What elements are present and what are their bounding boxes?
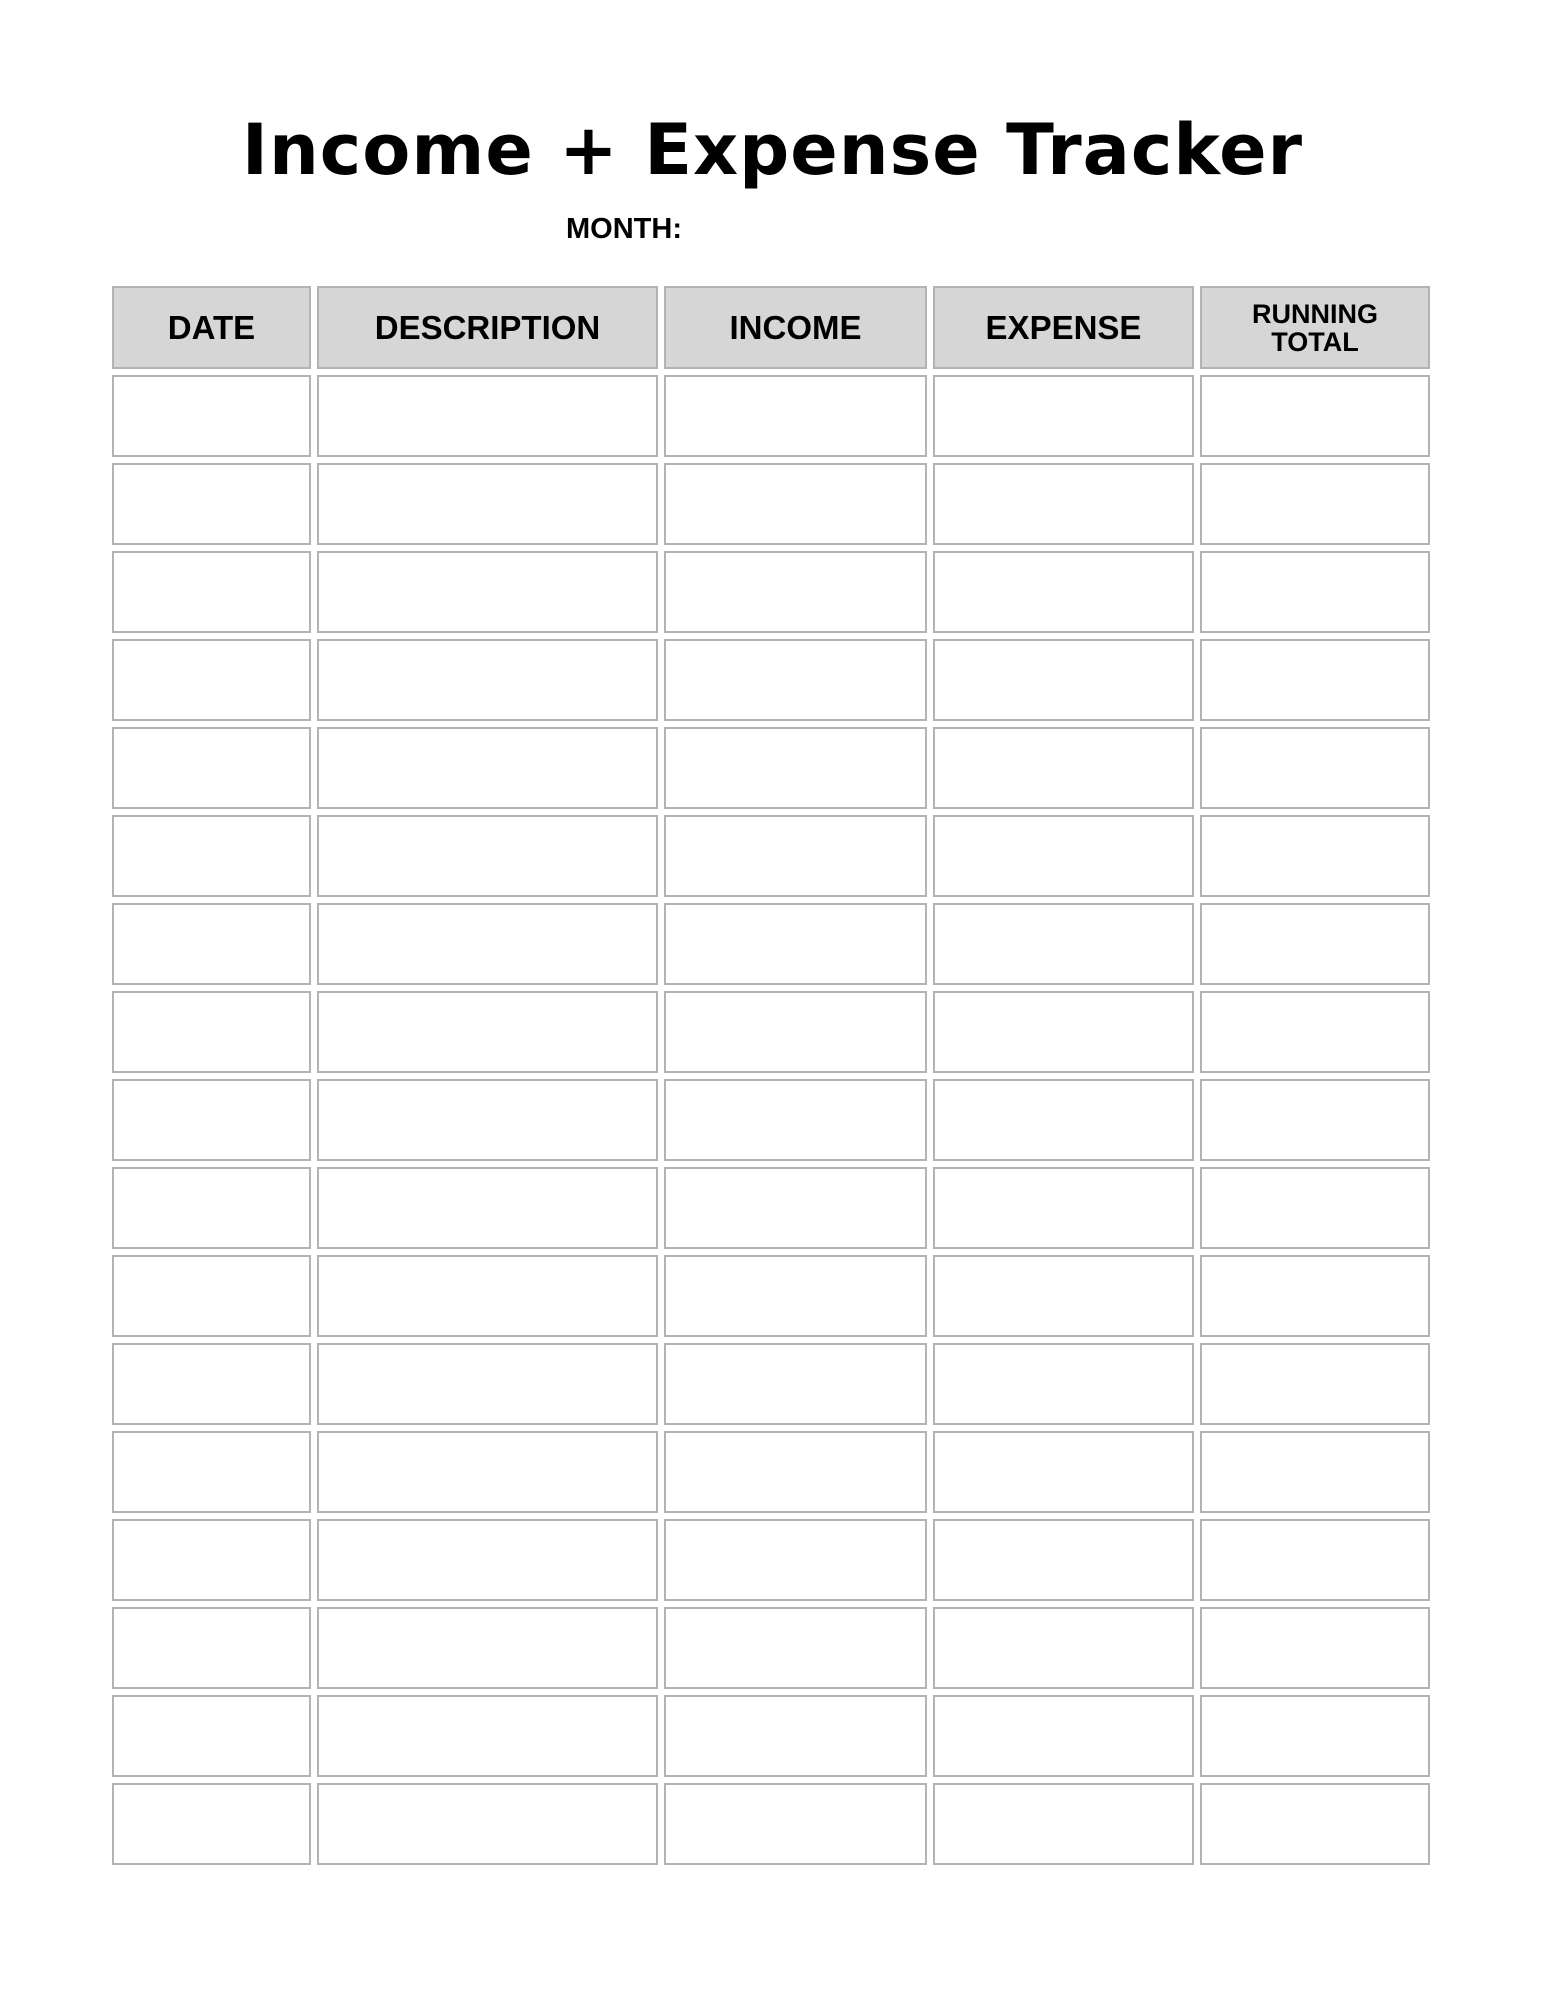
- table-cell-date[interactable]: [112, 639, 311, 721]
- table-cell-income[interactable]: [664, 727, 927, 809]
- table-cell-date[interactable]: [112, 1519, 311, 1601]
- table-cell-income[interactable]: [664, 1431, 927, 1513]
- table-cell-income[interactable]: [664, 815, 927, 897]
- table-cell-income[interactable]: [664, 1607, 927, 1689]
- table-cell-running-total[interactable]: [1200, 1695, 1430, 1777]
- page-title: Income + Expense Tracker: [241, 109, 1304, 191]
- table-cell-income[interactable]: [664, 1167, 927, 1249]
- table-cell-date[interactable]: [112, 463, 311, 545]
- table-cell-description[interactable]: [317, 1519, 658, 1601]
- table-cell-description[interactable]: [317, 903, 658, 985]
- table-cell-income[interactable]: [664, 991, 927, 1073]
- table-cell-income[interactable]: [664, 1343, 927, 1425]
- table-cell-running-total[interactable]: [1200, 1519, 1430, 1601]
- table-cell-running-total[interactable]: [1200, 463, 1430, 545]
- table-cell-expense[interactable]: [933, 375, 1194, 457]
- table-cell-expense[interactable]: [933, 1431, 1194, 1513]
- table-cell-description[interactable]: [317, 1255, 658, 1337]
- table-cell-running-total[interactable]: [1200, 903, 1430, 985]
- header-description: DESCRIPTION: [317, 286, 658, 369]
- table-cell-description[interactable]: [317, 991, 658, 1073]
- table-cell-expense[interactable]: [933, 903, 1194, 985]
- table-cell-date[interactable]: [112, 551, 311, 633]
- table-cell-expense[interactable]: [933, 991, 1194, 1073]
- table-cell-running-total[interactable]: [1200, 1343, 1430, 1425]
- table-cell-expense[interactable]: [933, 1079, 1194, 1161]
- table-cell-date[interactable]: [112, 1607, 311, 1689]
- table-cell-income[interactable]: [664, 1519, 927, 1601]
- header-expense: EXPENSE: [933, 286, 1194, 369]
- table-cell-date[interactable]: [112, 1783, 311, 1865]
- table-cell-description[interactable]: [317, 1431, 658, 1513]
- table-cell-income[interactable]: [664, 1079, 927, 1161]
- table-cell-date[interactable]: [112, 815, 311, 897]
- month-label: MONTH:: [566, 213, 682, 245]
- table-cell-description[interactable]: [317, 639, 658, 721]
- table-cell-running-total[interactable]: [1200, 1783, 1430, 1865]
- table-cell-date[interactable]: [112, 903, 311, 985]
- table-cell-running-total[interactable]: [1200, 1431, 1430, 1513]
- table-cell-date[interactable]: [112, 1343, 311, 1425]
- table-cell-date[interactable]: [112, 1079, 311, 1161]
- table-cell-description[interactable]: [317, 375, 658, 457]
- table-cell-income[interactable]: [664, 551, 927, 633]
- table-cell-income[interactable]: [664, 1255, 927, 1337]
- table-cell-expense[interactable]: [933, 1167, 1194, 1249]
- table-cell-expense[interactable]: [933, 727, 1194, 809]
- table-cell-running-total[interactable]: [1200, 991, 1430, 1073]
- table-cell-expense[interactable]: [933, 1519, 1194, 1601]
- table-cell-income[interactable]: [664, 1695, 927, 1777]
- table-cell-income[interactable]: [664, 375, 927, 457]
- table-cell-running-total[interactable]: [1200, 551, 1430, 633]
- table-cell-income[interactable]: [664, 1783, 927, 1865]
- table-cell-expense[interactable]: [933, 815, 1194, 897]
- table-cell-date[interactable]: [112, 1431, 311, 1513]
- table-cell-income[interactable]: [664, 903, 927, 985]
- header-date: DATE: [112, 286, 311, 369]
- table-cell-running-total[interactable]: [1200, 1079, 1430, 1161]
- table-cell-description[interactable]: [317, 1167, 658, 1249]
- table-cell-income[interactable]: [664, 463, 927, 545]
- tracker-table: [112, 286, 1430, 1865]
- table-cell-date[interactable]: [112, 1255, 311, 1337]
- table-cell-date[interactable]: [112, 1695, 311, 1777]
- table-cell-expense[interactable]: [933, 551, 1194, 633]
- table-cell-description[interactable]: [317, 1695, 658, 1777]
- table-cell-description[interactable]: [317, 1607, 658, 1689]
- table-cell-expense[interactable]: [933, 1607, 1194, 1689]
- table-cell-expense[interactable]: [933, 1695, 1194, 1777]
- table-cell-expense[interactable]: [933, 639, 1194, 721]
- header-running-total: RUNNING TOTAL: [1200, 286, 1430, 369]
- table-cell-date[interactable]: [112, 991, 311, 1073]
- table-cell-date[interactable]: [112, 727, 311, 809]
- table-cell-expense[interactable]: [933, 463, 1194, 545]
- table-cell-expense[interactable]: [933, 1343, 1194, 1425]
- table-cell-running-total[interactable]: [1200, 1255, 1430, 1337]
- table-cell-description[interactable]: [317, 1343, 658, 1425]
- header-income: INCOME: [664, 286, 927, 369]
- table-cell-running-total[interactable]: [1200, 1167, 1430, 1249]
- table-cell-description[interactable]: [317, 463, 658, 545]
- table-cell-description[interactable]: [317, 551, 658, 633]
- table-cell-date[interactable]: [112, 375, 311, 457]
- table-cell-description[interactable]: [317, 1783, 658, 1865]
- table-cell-description[interactable]: [317, 815, 658, 897]
- table-cell-date[interactable]: [112, 1167, 311, 1249]
- table-cell-running-total[interactable]: [1200, 375, 1430, 457]
- table-cell-description[interactable]: [317, 727, 658, 809]
- table-cell-running-total[interactable]: [1200, 815, 1430, 897]
- table-cell-running-total[interactable]: [1200, 727, 1430, 809]
- table-cell-running-total[interactable]: [1200, 1607, 1430, 1689]
- table-cell-income[interactable]: [664, 639, 927, 721]
- table-cell-expense[interactable]: [933, 1783, 1194, 1865]
- table-cell-running-total[interactable]: [1200, 639, 1430, 721]
- table-cell-description[interactable]: [317, 1079, 658, 1161]
- table-cell-expense[interactable]: [933, 1255, 1194, 1337]
